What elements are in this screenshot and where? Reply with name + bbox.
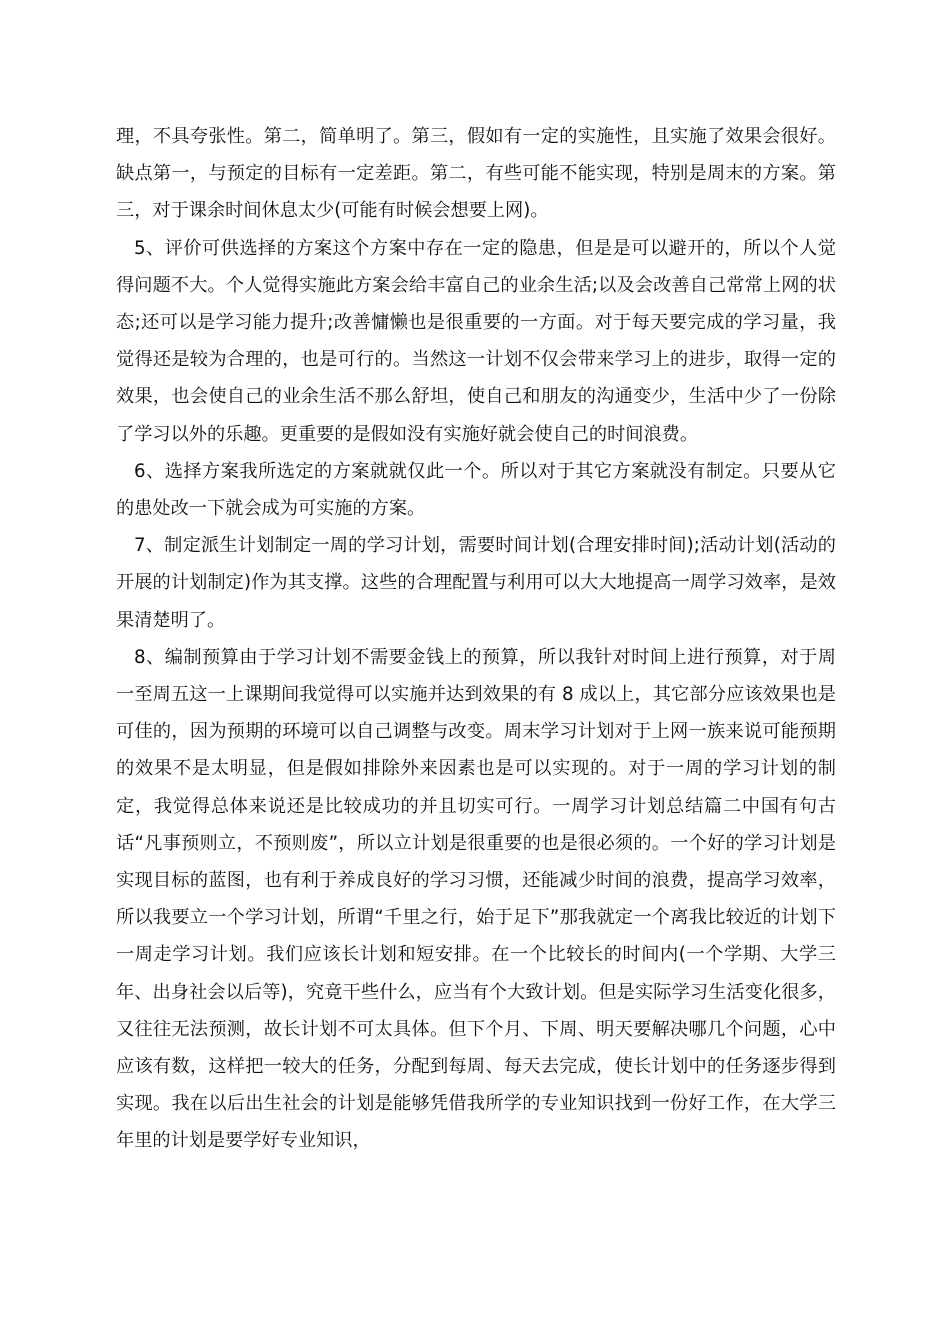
- paragraph-item-8: 8、编制预算由于学习计划不需要金钱上的预算，所以我针对时间上进行预算，对于周一至周五这一上课期间我觉得可以实施并达到效果的有 8 成以上，其它部分应该效果也是可佳的，因为预期的环境可以自己调整与改变。周末学习计划对于上网一族来说可能预期的效果不是太明显，但是假如排除外来因素也是可以实现的。对于一周的学习计划的制定，我觉得总体来说还是比较成功的并且切实可行。一周学习计划总结篇二中国有句古话“凡事预则立，不预则废”，所以立计划是很重要的也是很必须的。一个好的学习计划是实现目标的蓝图，也有利于养成良好的学习习惯，还能减少时间的浪费，提高学习效率，所以我要立一个学习计划，所谓“千里之行，始于足下”那我就定一个离我比较近的计划下一周走学习计划。我们应该长计划和短安排。在一个比较长的时间内(一个学期、大学三年、出身社会以后等)，究竟干些什么，应当有个大致计划。但是实际学习生活变化很多，又往往无法预测，故长计划不可太具体。但下个月、下周、明天要解决哪几个问题，心中应该有数，这样把一较大的任务，分配到每周、每天去完成，使长计划中的任务逐步得到实现。我在以后出生社会的计划是能够凭借我所学的专业知识找到一份好工作，在大学三年里的计划是要学好专业知识，: [116, 646, 836, 1152]
- paragraph-item-5: 5、评价可供选择的方案这个方案中存在一定的隐患，但是是可以避开的，所以个人觉得问题不大。个人觉得实施此方案会给丰富自己的业余生活;以及会改善自己常常上网的状态;还可以是学习能力提升;改善慵懒也是很重要的一方面。对于每天要完成的学习量，我觉得还是较为合理的，也是可行的。当然这一计划不仅会带来学习上的进步，取得一定的效果，也会使自己的业余生活不那么舒坦，使自己和朋友的沟通变少，生活中少了一份除了学习以外的乐趣。更重要的是假如没有实施好就会使自己的时间浪费。: [116, 237, 836, 445]
- paragraph-continuation: 理，不具夸张性。第二，简单明了。第三，假如有一定的实施性，且实施了效果会很好。缺点第一，与预定的目标有一定差距。第二，有些可能不能实现，特别是周末的方案。第三，对于课余时间休息太少(可能有时候会想要上网)。: [116, 126, 836, 222]
- paragraph-item-7: 7、制定派生计划制定一周的学习计划，需要时间计划(合理安排时间);活动计划(活动的开展的计划制定)作为其支撑。这些的合理配置与利用可以大大地提高一周学习效率，是效果清楚明了。: [116, 535, 836, 631]
- paragraph-item-6: 6、选择方案我所选定的方案就就仅此一个。所以对于其它方案就没有制定。只要从它的患处改一下就会成为可实施的方案。: [116, 460, 836, 520]
- document-body: [116, 118, 836, 1160]
